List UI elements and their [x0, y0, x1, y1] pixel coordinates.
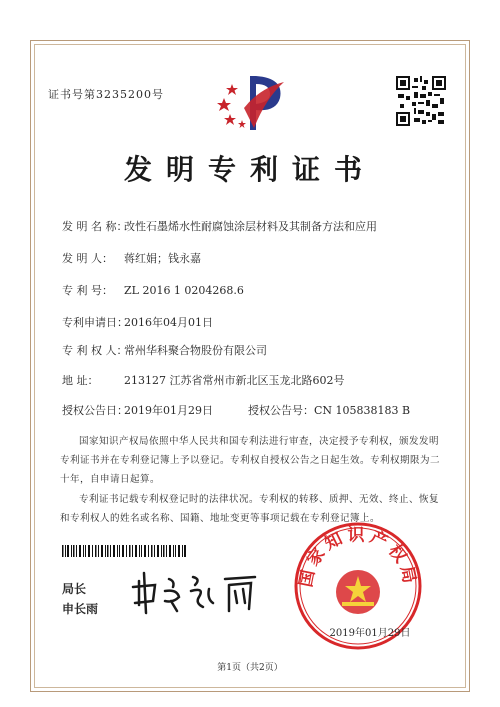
- qr-code-icon: [396, 76, 446, 126]
- director-title: 局长: [62, 582, 87, 596]
- address-field: [62, 372, 344, 388]
- inventor-field: [62, 250, 201, 266]
- patent-number-field: [62, 282, 244, 298]
- grant-statement: 国家知识产权局依照中华人民共和国专利法进行审查，决定授予专利权，颁发发明专利证书并在专利登记簿上予以登记。专利权自授权公告之日起生效。专利权期限为二十年，自申请日起算。: [60, 436, 441, 485]
- field-value: 2016年04月01日: [124, 316, 213, 329]
- grant-date-field: [62, 402, 410, 418]
- grant-number-label: 授权公告号：: [248, 404, 314, 417]
- certificate-number: 证书号第3235200号: [48, 88, 164, 101]
- seal-text: 国家知识产权局: [296, 525, 420, 589]
- invention-name-field: [62, 218, 377, 234]
- director-signature: [125, 567, 265, 617]
- field-label: 地 址：: [62, 374, 99, 387]
- cnipa-emblem-icon: [210, 68, 290, 138]
- barcode-icon: [62, 545, 187, 557]
- field-value: 蒋红娟；钱永嘉: [124, 252, 201, 265]
- field-label: 发 明 名 称：: [62, 220, 128, 233]
- field-label: 发 明 人：: [62, 252, 113, 265]
- field-label: 授权公告日：: [62, 404, 128, 417]
- field-label: 专利申请日：: [62, 316, 128, 329]
- certificate-title: 发明专利证书: [123, 153, 376, 186]
- field-value: 2019年01月29日: [124, 404, 213, 417]
- field-value: 213127 江苏省常州市新北区玉龙北路602号: [124, 374, 345, 387]
- field-value: 常州华科聚合物股份有限公司: [124, 344, 267, 357]
- field-label: 专 利 权 人：: [62, 344, 128, 357]
- page-number: 第1页（共2页）: [217, 663, 283, 673]
- legal-status-statement: 专利证书记载专利权登记时的法律状况。专利权的转移、质押、无效、终止、恢复和专利权人的姓名或名称、国籍、地址变更等事项记载在专利登记簿上。: [60, 494, 440, 524]
- seal-date: 2019年01月29日: [329, 628, 411, 639]
- patentee-field: [62, 342, 267, 358]
- field-value: 改性石墨烯水性耐腐蚀涂层材料及其制备方法和应用: [124, 220, 377, 233]
- field-value: ZL 2016 1 0204268.6: [124, 284, 244, 297]
- grant-number-value: CN 105838183 B: [314, 404, 411, 417]
- field-label: 专 利 号：: [62, 284, 113, 297]
- director-name: 申长雨: [62, 602, 99, 616]
- application-date-field: [62, 314, 213, 330]
